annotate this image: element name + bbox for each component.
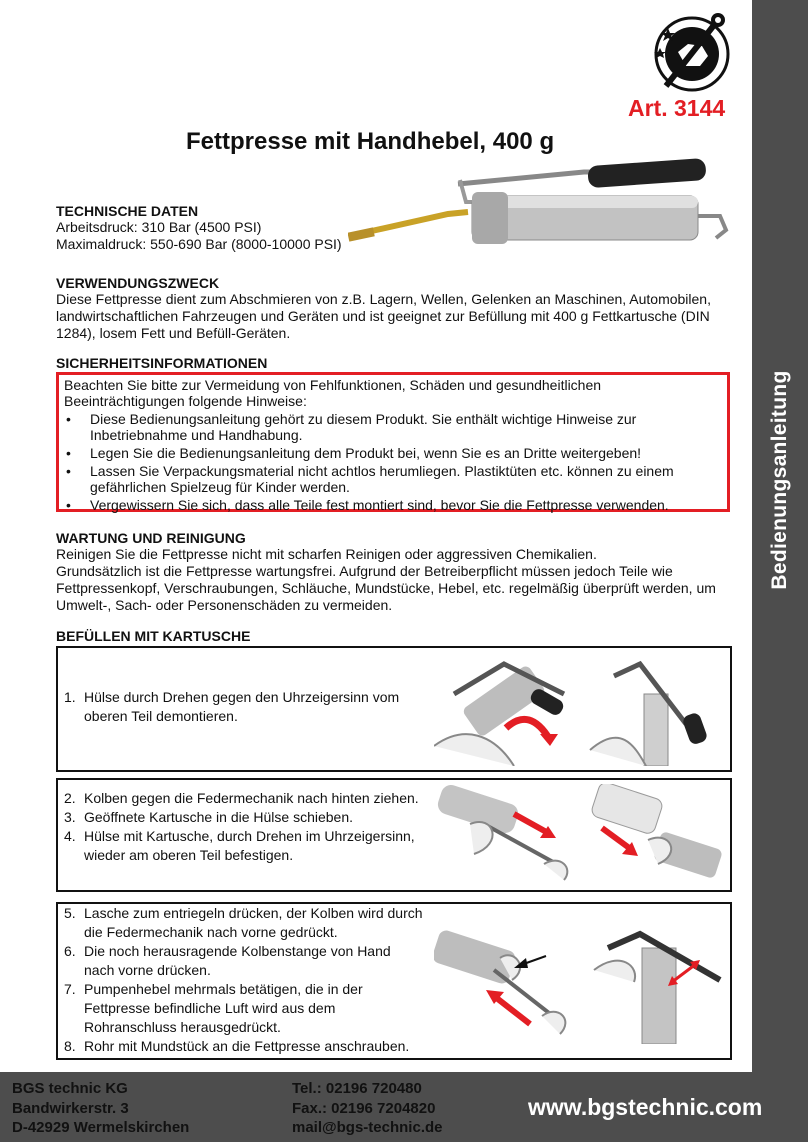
footer-tel: Tel.: 02196 720480 xyxy=(292,1080,422,1097)
footer-city: D-42929 Wermelskirchen xyxy=(12,1119,190,1136)
usage-text-line: landwirtschaftlichen Fahrzeugen und Geräten und ist geeignet zur Befüllung mit 400 g Fettkartusche (DIN xyxy=(56,308,710,324)
step-number: 5. xyxy=(64,905,76,921)
step-list-3 xyxy=(64,904,424,1056)
list-item: • Vergewissern Sie sich, dass alle Teile fest montiert sind, bevor Sie die Fettpresse verwenden. xyxy=(64,497,724,513)
step-text: Kolben gegen die Federmechanik nach hinten ziehen. xyxy=(84,790,419,806)
list-item: • Legen Sie die Bedienungsanleitung dem Produkt bei, wenn Sie es an Dritte weitergeben! xyxy=(64,445,724,461)
step-number: 8. xyxy=(64,1038,76,1054)
step-number: 2. xyxy=(64,790,76,806)
tech-max-pressure: Maximaldruck: 550-690 Bar (8000-10000 PSI) xyxy=(56,236,342,252)
sidebar-label: Bedienungsanleitung xyxy=(768,370,791,590)
step-list-1 xyxy=(64,688,424,726)
step-image xyxy=(434,654,724,766)
step-text: Geöffnete Kartusche in die Hülse schieben. xyxy=(84,809,354,825)
maintenance-text-line: Reinigen Sie die Fettpresse nicht mit scharfen Reinigen oder aggressiven Chemikalien. xyxy=(56,546,597,562)
safety-heading: SICHERHEITSINFORMATIONEN xyxy=(56,355,268,371)
product-image xyxy=(348,154,732,254)
step-number: 3. xyxy=(64,809,76,825)
usage-heading: VERWENDUNGSZWECK xyxy=(56,275,220,291)
maintenance-heading: WARTUNG UND REINIGUNG xyxy=(56,530,246,546)
step-text: Lasche zum entriegeln drücken, der Kolben wird durch die Federmechanik nach vorne gedrückt. xyxy=(84,905,423,940)
bgs-logo xyxy=(648,8,740,100)
step-list-2 xyxy=(64,789,424,865)
tech-working-pressure: Arbeitsdruck: 310 Bar (4500 PSI) xyxy=(56,219,262,235)
list-item: • Diese Bedienungsanleitung gehört zu diesem Produkt. Sie enthält wichtige Hinweise zur Inbetriebnahme und Handhabung. xyxy=(64,411,724,443)
step-number: 4. xyxy=(64,828,76,844)
step-number: 7. xyxy=(64,981,76,997)
step-text: Rohr mit Mundstück an die Fettpresse anschrauben. xyxy=(84,1038,410,1054)
footer-company: BGS technic KG xyxy=(12,1080,128,1097)
step-image xyxy=(434,784,724,888)
step-item xyxy=(64,942,424,980)
step-item xyxy=(64,904,424,942)
step-text: Die noch herausragende Kolbenstange von Hand nach vorne drücken. xyxy=(84,943,391,978)
maintenance-text-line: Fettpressenkopf, Verschraubungen, Schläuche, Mundstücke, Hebel, etc. regelmäßig überprüft werden, um xyxy=(56,580,716,596)
step-image xyxy=(434,920,724,1044)
step-item xyxy=(64,808,424,827)
step-text: Hülse durch Drehen gegen den Uhrzeigersinn vom oberen Teil demontieren. xyxy=(84,689,400,724)
filling-heading: BEFÜLLEN MIT KARTUSCHE xyxy=(56,628,251,644)
footer-website[interactable]: www.bgstechnic.com xyxy=(528,1094,763,1120)
usage-text-line: 1284), losem Fett und Befüll-Geräten. xyxy=(56,325,291,341)
footer-street: Bandwirkerstr. 3 xyxy=(12,1100,129,1117)
step-text: Hülse mit Kartusche, durch Drehen im Uhrzeigersinn, wieder am oberen Teil befestigen. xyxy=(84,828,415,863)
safety-intro-line: Beeinträchtigungen folgende Hinweise: xyxy=(64,393,307,409)
article-number: Art. 3144 xyxy=(628,95,726,121)
safety-intro-line: Beachten Sie bitte zur Vermeidung von Fehlfunktionen, Schäden und gesundheitlichen xyxy=(64,377,602,393)
safety-intro xyxy=(64,377,714,409)
tech-heading: TECHNISCHE DATEN xyxy=(56,203,199,219)
footer-fax: Fax.: 02196 7204820 xyxy=(292,1100,436,1117)
maintenance-text-line: Grundsätzlich ist die Fettpresse wartungsfrei. Aufgrund der Betreiberpflicht müssen jedoch Teile wie xyxy=(56,563,673,579)
step-item xyxy=(64,1037,424,1056)
step-item xyxy=(64,688,424,726)
usage-text-line: Diese Fettpresse dient zum Abschmieren von z.B. Lagern, Wellen, Gelenken an Maschinen, Automobilen, xyxy=(56,291,711,307)
safety-list xyxy=(64,411,724,515)
step-item xyxy=(64,980,424,1037)
step-number: 1. xyxy=(64,689,76,705)
page-title: Fettpresse mit Handhebel, 400 g xyxy=(186,128,555,155)
step-item xyxy=(64,827,424,865)
footer-mail[interactable]: mail@bgs-technic.de xyxy=(292,1119,443,1136)
list-item: • Lassen Sie Verpackungsmaterial nicht achtlos herumliegen. Plastiktüten etc. können zu einem gefährlichen Spielzeug für Kinder werden. xyxy=(64,463,724,495)
step-number: 6. xyxy=(64,943,76,959)
maintenance-text-line: Umwelt-, Sach- oder Personenschäden zu vermeiden. xyxy=(56,597,393,613)
step-text: Pumpenhebel mehrmals betätigen, die in der Fettpresse befindliche Luft wird aus dem Rohranschluss herausgedrückt. xyxy=(84,981,363,1035)
step-item xyxy=(64,789,424,808)
